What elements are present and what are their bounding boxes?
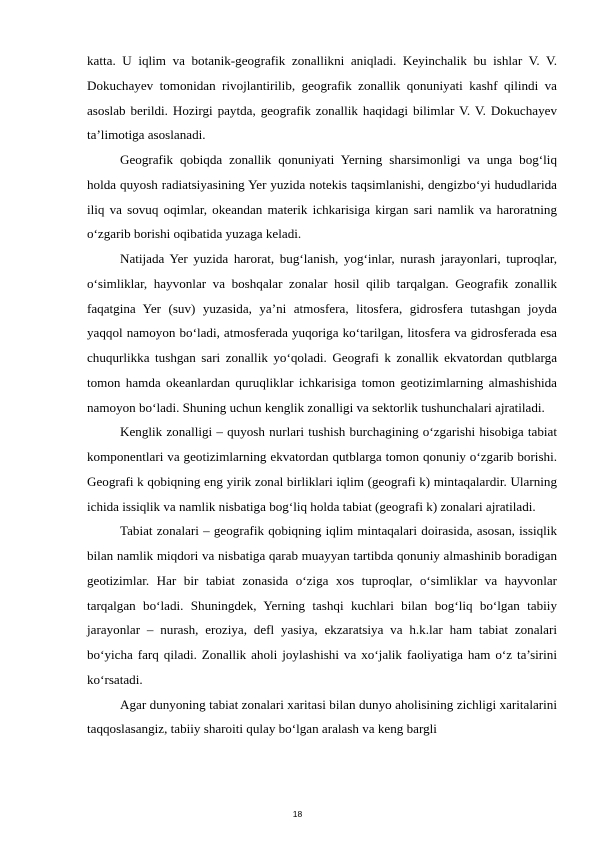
paragraph-continuation: katta. U iqlim va botanik-geografik zonallikni aniqladi. Keyinchalik bu ishlar V. V. Dokuchayev tomonidan rivojlantirilib, geografik zonallik qonuniyati kashf qilindi va asoslab berildi. Hozirgi paytda, geografik zonallik haqidagi bilimlar V. V. Dokuchayev ta’limotiga asoslanadi. [87, 53, 557, 143]
paragraph-natural-zones: Tabiat zonalari – geografik qobiqning iqlim mintaqalari doirasida, asosan, issiqlik bilan namlik miqdori va nisbatiga qarab muayyan tartibda qonuniy almashinib boradigan geotizimlar. Har bir tabiat zonasida o‘ziga xos tuproqlar, o‘simliklar va hayvonlar tarqalgan bo‘ladi. Shuningdek, Yerning tashqi kuchlari bilan bog‘liq bo‘lgan tabiiy jarayonlar – nurash, eroziya, defl yasiya, ekzaratsiya va h.k.lar ham tabiat zonalari bo‘yicha farq qiladi. Zonallik aholi joylashishi va xo‘jalik faoliyatiga ham o‘z ta’sirini ko‘rsatadi. [87, 523, 557, 687]
document-body [87, 49, 557, 742]
paragraph-latitudinal-zonality: Kenglik zonalligi – quyosh nurlari tushish burchagining o‘zgarishi hisobiga tabiat komponentlari va geotizimlarning ekvatordan qutblarga tomon qonuniy o‘zgarib borishi. Geografi k qobiqning eng yirik zonal birliklari iqlim (geografi k) mintaqalardir. Ularning ichida issiqlik va namlik nisbatiga bog‘liq holda tabiat (geografi k) zonalari ajratiladi. [87, 424, 557, 514]
paragraph-zonality-result: Natijada Yer yuzida harorat, bug‘lanish, yog‘inlar, nurash jarayonlari, tuproqlar, o‘simliklar, hayvonlar va boshqalar zonalar hosil qilib tarqalgan. Geografik zonallik faqatgina Yer (suv) yuzasida, ya’ni atmosfera, litosfera, gidrosfera tutashgan joyda yaqqol namoyon bo‘ladi, atmosferada yuqoriga ko‘tarilgan, litosfera va gidrosferada esa chuqurlikka tushgan sari zonallik yo‘qoladi. Geografi k zonallik ekvatordan qutblarga tomon hamda okeanlardan quruqliklar ichkarisiga tomon geotizimlarning almashishida namoyon bo‘ladi. Shuning uchun kenglik zonalligi va sektorlik tushunchalari ajratiladi. [87, 251, 557, 415]
paragraph-zonality-causes: Geografik qobiqda zonallik qonuniyati Yerning sharsimonligi va unga bog‘liq holda quyosh radiatsiyasining Yer yuzida notekis taqsimlanishi, dengizbo‘yi hududlarida iliq va sovuq oqimlar, okeandan materik ichkarisiga kirgan sari namlik va haroratning o‘zgarib borishi oqibatida yuzaga keladi. [87, 152, 557, 242]
paragraph-maps-comparison: Agar dunyoning tabiat zonalari xaritasi bilan dunyo aholisining zichligi xaritalarini taqqoslasangiz, tabiiy sharoiti qulay bo‘lgan aralash va keng bargli [87, 696, 557, 737]
page-number: 18 [292, 809, 303, 819]
